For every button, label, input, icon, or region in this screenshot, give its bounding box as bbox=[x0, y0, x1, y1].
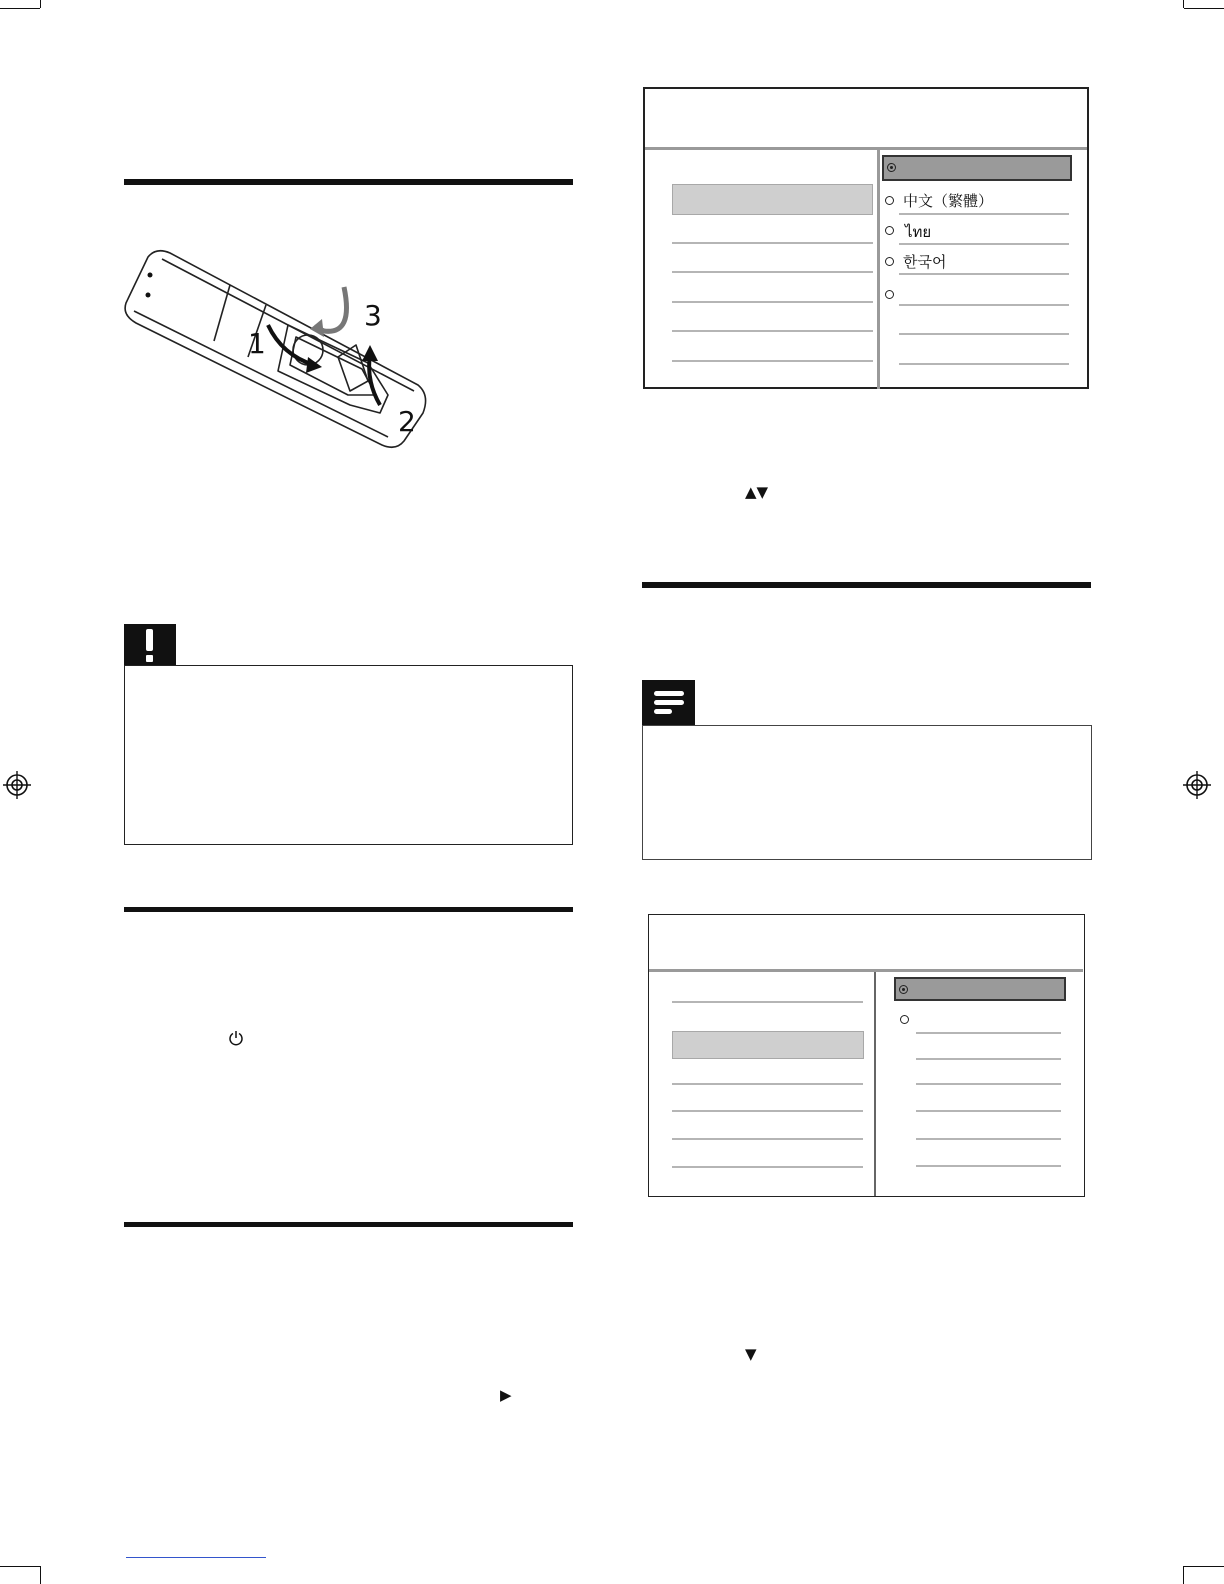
menu-left-line bbox=[672, 330, 873, 332]
section-rule bbox=[124, 907, 573, 912]
menu-left-line bbox=[672, 271, 873, 273]
menu-left-line bbox=[672, 242, 873, 244]
menu-left-line bbox=[672, 1166, 863, 1168]
menu-right-line bbox=[899, 213, 1069, 215]
menu-right-line bbox=[899, 273, 1069, 275]
menu-left-line bbox=[672, 1001, 863, 1003]
section-rule bbox=[642, 582, 1091, 588]
menu-right-line bbox=[916, 1110, 1061, 1112]
crop-mark-bottom-left-v bbox=[40, 1566, 41, 1584]
radio-icon[interactable] bbox=[885, 226, 894, 235]
caution-box bbox=[124, 665, 573, 845]
remote-battery-illustration bbox=[118, 245, 438, 450]
section-rule bbox=[124, 1222, 573, 1227]
crop-mark-bottom-left-h bbox=[0, 1566, 40, 1567]
registration-mark-icon bbox=[1183, 771, 1211, 799]
radio-icon[interactable] bbox=[885, 257, 894, 266]
menu-header-divider bbox=[645, 147, 1087, 150]
menu-left-line bbox=[672, 1083, 863, 1085]
menu-left-line bbox=[672, 1110, 863, 1112]
up-down-key-icon: ▲▼ bbox=[745, 483, 769, 501]
svg-text:3: 3 bbox=[364, 299, 382, 332]
menu-right-line bbox=[916, 1032, 1061, 1034]
play-key-icon: ▶ bbox=[500, 1386, 512, 1404]
menu-column-divider bbox=[874, 972, 876, 1196]
language-option[interactable]: 한국어 bbox=[903, 253, 947, 271]
radio-icon[interactable] bbox=[885, 290, 894, 299]
crop-mark-top-right-h bbox=[1184, 8, 1224, 9]
radio-icon[interactable] bbox=[885, 196, 894, 205]
menu-right-line bbox=[899, 363, 1069, 365]
caution-tab bbox=[124, 624, 176, 666]
language-option[interactable]: ไทย bbox=[905, 223, 932, 241]
note-box bbox=[642, 725, 1092, 860]
note-lines-icon bbox=[642, 680, 695, 726]
menu-right-line bbox=[899, 243, 1069, 245]
menu-right-line bbox=[916, 1083, 1061, 1085]
menu-right-line bbox=[916, 1058, 1061, 1060]
footer-link-underline bbox=[126, 1557, 266, 1558]
crop-mark-top-right-v bbox=[1183, 0, 1184, 8]
crop-mark-top-left-h bbox=[0, 8, 40, 9]
menu-right-selected-bar[interactable] bbox=[882, 155, 1072, 181]
language-menu-screen bbox=[643, 87, 1089, 389]
section-rule bbox=[124, 179, 573, 185]
crop-mark-top-left-v bbox=[40, 0, 41, 8]
menu-left-line bbox=[672, 1138, 863, 1140]
power-icon bbox=[228, 1030, 244, 1046]
menu-left-line bbox=[672, 360, 873, 362]
menu-column-divider bbox=[877, 150, 880, 389]
menu-right-line bbox=[899, 333, 1069, 335]
language-menu-screen-2 bbox=[648, 914, 1085, 1197]
crop-mark-bottom-right-h bbox=[1184, 1566, 1224, 1567]
exclamation-icon bbox=[124, 624, 176, 666]
menu-left-line bbox=[672, 301, 873, 303]
down-key-icon: ▼ bbox=[745, 1345, 757, 1363]
svg-text:1: 1 bbox=[248, 327, 266, 360]
language-option[interactable]: 中文（繁體） bbox=[903, 192, 994, 210]
menu-header-divider bbox=[649, 969, 1083, 972]
radio-icon[interactable] bbox=[900, 1015, 909, 1024]
menu-right-line bbox=[899, 304, 1069, 306]
registration-mark-icon bbox=[3, 771, 31, 799]
radio-selected-icon bbox=[899, 985, 908, 994]
menu-right-selected-bar[interactable] bbox=[894, 977, 1066, 1001]
menu-left-highlight[interactable] bbox=[672, 184, 873, 215]
menu-left-highlight[interactable] bbox=[672, 1031, 864, 1059]
radio-selected-icon bbox=[887, 163, 896, 172]
menu-right-line bbox=[916, 1138, 1061, 1140]
svg-text:2: 2 bbox=[398, 405, 416, 438]
menu-right-line bbox=[916, 1165, 1061, 1167]
note-tab bbox=[642, 680, 695, 726]
crop-mark-bottom-right-v bbox=[1183, 1566, 1184, 1584]
